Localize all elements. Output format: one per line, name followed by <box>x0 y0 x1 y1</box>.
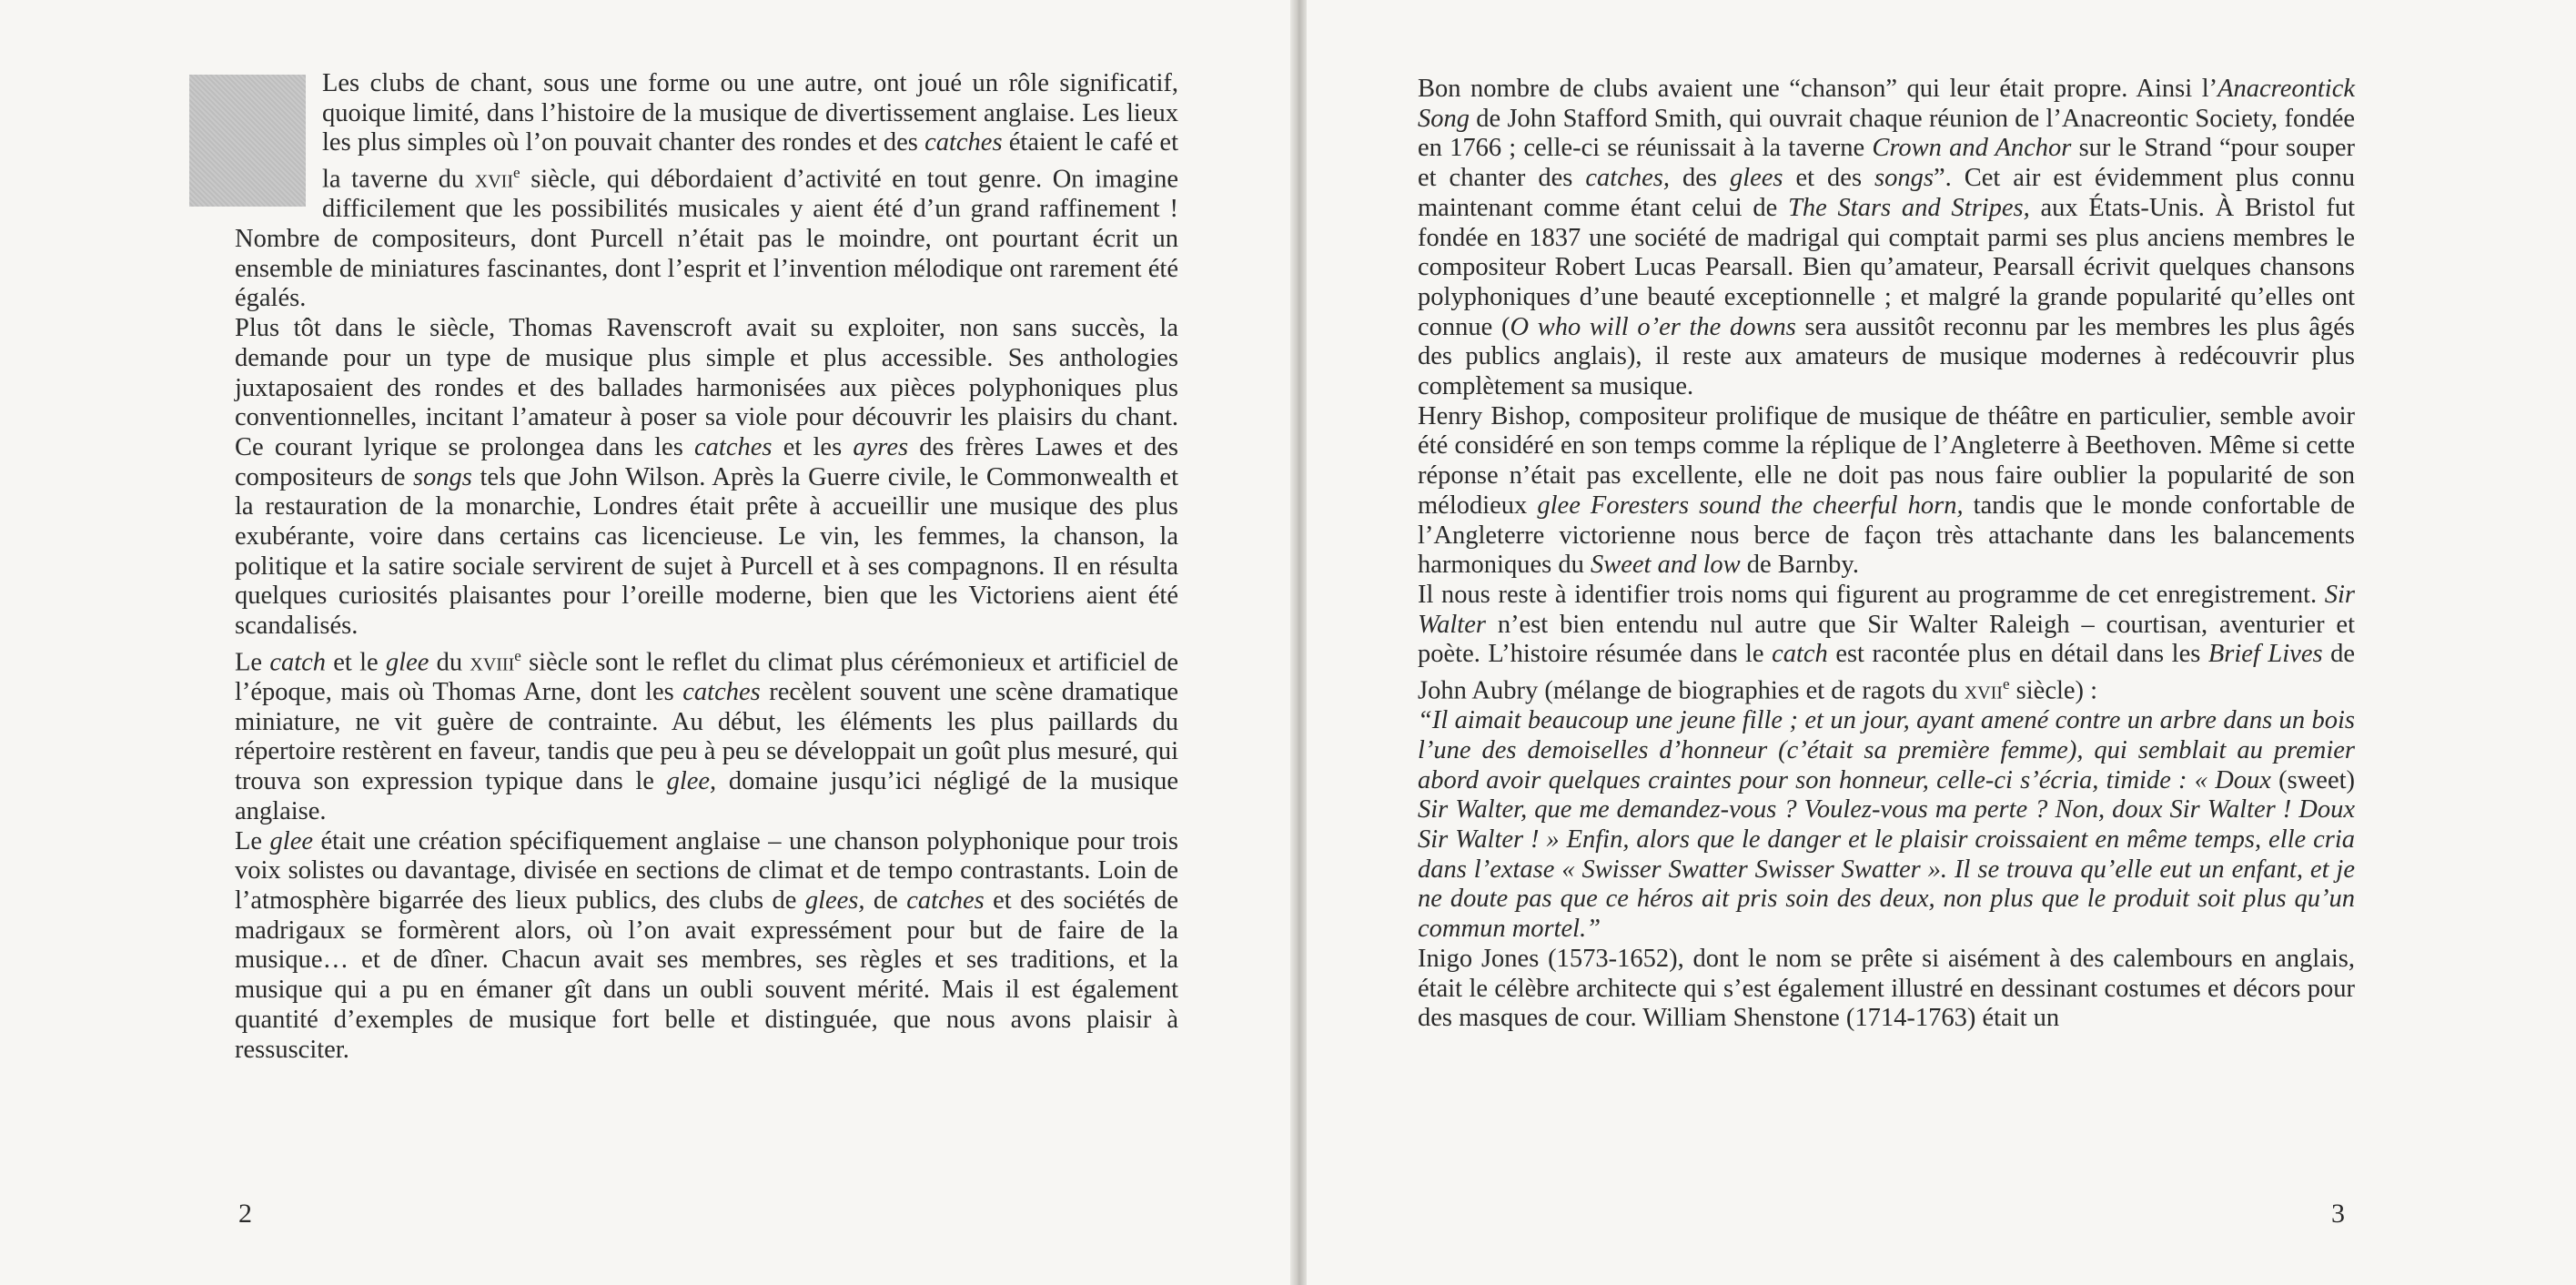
paragraph: “Il aimait beaucoup une jeune fille ; et un jour, ayant amené contre un arbre dans un bois l’une des demoiselles d’honneur (c’était sa première femme), qui semblait au premier abord avoir quelques craintes pour son honneur, celle-ci s’écria, timide : « Doux (sweet) Sir Walter, que me demandez-vous ? Voulez-vous ma perte ? Non, doux Sir Walter ! Doux Sir Walter ! » Enfin, alors que le danger et le plaisir croissaient en même temps, elle cria dans l’extase « Swisser Swatter Swisser Swatter ». Il se trouva qu’elle eut un enfant, et je ne doute pas que ce héros ait pris soin des deux, non plus que le produit soit plus qu’un commun mortel.” <box>1418 706 2355 944</box>
right-text-column <box>1418 75 2355 1034</box>
paragraph: Plus tôt dans le siècle, Thomas Ravenscroft avait su exploiter, non sans succès, la demande pour un type de musique plus simple et plus accessible. Ses anthologies juxtaposaient des rondes et des ballades harmonisées aux pièces polyphoniques plus conventionnelles, incitant l’amateur à poser sa viole pour découvrir les plaisirs du chant. Ce courant lyrique se prolongea dans les catches et les ayres des frères Lawes et des compositeurs de songs tels que John Wilson. Après la Guerre civile, le Commonwealth et la restauration de la monarchie, Londres était prête à accueillir une musique des plus exubérante, voire dans certains cas licencieuse. Le vin, les femmes, la chanson, la politique et la satire sociale servirent de sujet à Purcell et à ses compagnons. Il en résulta quelques curiosités plaisantes pour l’oreille moderne, bien que les Victoriens aient été scandalisés. <box>235 314 1178 641</box>
page-number-left: 2 <box>238 1199 252 1229</box>
page-number-right: 3 <box>2331 1199 2345 1229</box>
paragraph: Bon nombre de clubs avaient une “chanson” qui leur était propre. Ainsi l’Anacreontick Song de John Stafford Smith, qui ouvrait chaque réunion de l’Anacreontic Society, fondée en 1766 ; celle-ci se réunissait à la taverne Crown and Anchor sur le Strand “pour souper et chanter des catches, des glees et des songs”. Cet air est évidemment plus connu maintenant comme étant celui de The Stars and Stripes, aux États-Unis. À Bristol fut fondée en 1837 une société de madrigal qui comptait parmi ses plus anciens membres le compositeur Robert Lucas Pearsall. Bien qu’amateur, Pearsall écrivit quelques chansons polyphoniques d’une beauté exceptionnelle ; et malgré la grande popularité qu’elles ont connue (O who will o’er the downs sera aussitôt reconnu par les membres les plus âgés des publics anglais), il reste aux amateurs de musique modernes à redécouvrir plus complètement sa musique. <box>1418 75 2356 401</box>
paragraph: Les clubs de chant, sous une forme ou une autre, ont joué un rôle significatif, quoique limité, dans l’histoire de la musique de divertissement anglaise. Les lieux les plus simples où l’on pouvait chanter des rondes et des catches étaient le café et la taverne du xvii$^e$ siècle, qui débordaient d’activité en tout genre. On imagine difficilement que les possibilités musicales y aient été d’un grand raffinement ! Nombre de compositeurs, dont Purcell n’était pas le moindre, ont pourtant écrit un ensemble de miniatures fascinantes, dont l’esprit et l’invention mélodique ont rarement été égalés. <box>235 69 1178 313</box>
paragraph: Il nous reste à identifier trois noms qui figurent au programme de cet enregistrement. Sir Walter n’est bien entendu nul autre que Sir Walter Raleigh – courtisan, aventurier et poète. L’histoire résumée dans le catch est racontée plus en détail dans les Brief Lives de John Aubry (mélange de biographies et de ragots du xvii$^e$ siècle) : <box>1418 580 2355 705</box>
drop-cap-placeholder <box>189 75 306 207</box>
left-text-column <box>235 69 1178 1065</box>
paragraph: Le catch et le glee du xviii$^e$ siècle sont le reflet du climat plus cérémonieux et artificiel de l’époque, mais où Thomas Arne, dont les catches recèlent souvent une scène dramatique miniature, ne vit guère de contrainte. Au début, les éléments les plus paillards du répertoire restèrent en faveur, tandis que peu à peu se développait un goût plus mesuré, qui trouva son expression typique dans le glee, domaine jusqu’ici négligé de la musique anglaise. <box>235 646 1179 825</box>
paragraph: Henry Bishop, compositeur prolifique de musique de théâtre en particulier, semble avoir été considéré en son temps comme la réplique de l’Angleterre à Beethoven. Même si cette réponse n’était pas excellente, elle ne doit pas nous faire oublier la popularité de son mélodieux glee Foresters sound the cheerful horn, tandis que le monde confortable de l’Angleterre victorienne nous berce de façon très attachante dans les balancements harmoniques du Sweet and low de Barnby. <box>1418 401 2355 580</box>
paragraph: Inigo Jones (1573-1652), dont le nom se prête si aisément à des calembours en anglais, était le célèbre architecte qui s’est également illustré en dessinant costumes et décors pour des masques de cour. William Shenstone (1714-1763) était un <box>1418 944 2355 1033</box>
left-paragraphs <box>235 69 1178 1065</box>
right-paragraphs <box>1418 75 2355 1034</box>
paragraph: Le glee était une création spécifiquement anglaise – une chanson polyphonique pour trois voix solistes ou davantage, divisée en sections de climat et de tempo contrastants. Loin de l’atmosphère bigarrée des lieux publics, des clubs de glees, de catches et des sociétés de madrigaux se formèrent alors, où l’on avait expressément pour but de faire de la musique… et de dîner. Chacun avait ses membres, ses règles et ses traditions, et la musique qui a pu en émaner gît dans un oubli souvent mérité. Mais il est également quantité d’exemples de musique fort belle et distinguée, que nous avons plaisir à ressusciter. <box>235 826 1178 1064</box>
binding-gutter <box>1290 0 1307 1285</box>
